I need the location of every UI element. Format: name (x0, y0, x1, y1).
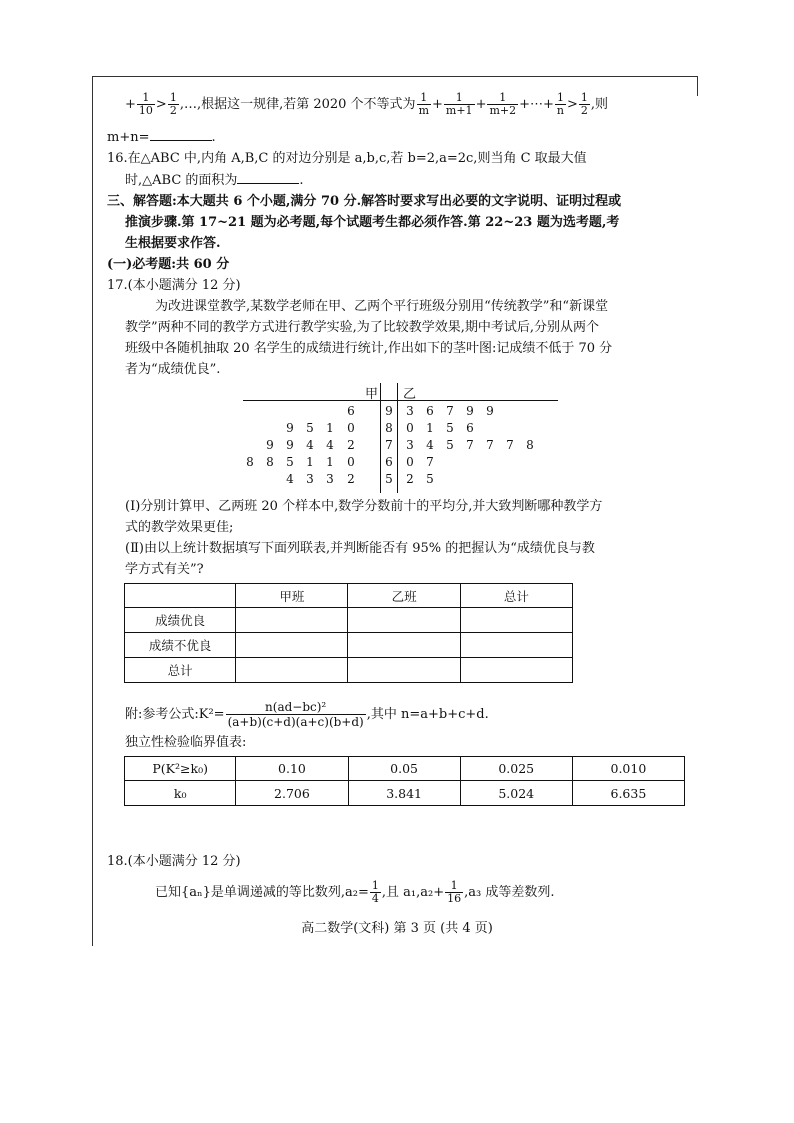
question-16-line2: 时,△ABC 的面积为 . (125, 173, 304, 188)
leaf-right: 3 (406, 438, 414, 452)
leaf-right: 4 (426, 438, 434, 452)
leaf-right: 8 (526, 438, 534, 452)
section-3-line2: 推演步骤.第 17~21 题为必考题,每个试题考生都必须作答.第 22~23 题为选考题,考 (125, 215, 620, 230)
table-row (125, 658, 573, 683)
part-2-question: (Ⅱ)由以上统计数据填写下面列联表,并判断能否有 95% 的把握认为“成绩优良与教 (125, 541, 595, 556)
leaf-right: 2 (406, 472, 414, 486)
leaf-right: 7 (446, 404, 454, 418)
leaf-right: 0 (406, 421, 414, 435)
question-16-line1: 16.在△ABC 中,内角 A,B,C 的对边分别是 a,b,c,若 b=2,a=2c,则当角 C 取最大值 (107, 151, 587, 166)
leaf-right: 3 (406, 404, 414, 418)
label-class-yi: 乙 (403, 387, 417, 402)
question-17-para: 为改进课堂教学,某数学老师在甲、乙两个平行班级分别用“传统教学”和“新课堂 (155, 299, 609, 314)
answer-blank[interactable] (237, 171, 299, 184)
question-18-text: 已知{aₙ}是单调递减的等比数列,a₂= $\frac{1}{4}$ ,且 a₁,a₂+ $\frac{1}{16}$ ,a₃ 成等差数列. (155, 879, 555, 905)
k-squared-fraction: $\frac{\text{n(ad−bc)²}}{(a+b)(c+d)(a+c)(b+d)}$ (227, 700, 364, 729)
inequality-text: ,…,根据这一规律,若第 2020 个不等式为 (179, 97, 416, 112)
label-class-jia: 甲 (365, 387, 379, 402)
leaf-right: 9 (466, 404, 474, 418)
leaf-right: 9 (486, 404, 494, 418)
leaf-left: 4 (286, 472, 294, 486)
part-1-question: (Ⅰ)分别计算甲、乙两班 20 个样本中,数学分数前十的平均分,并大致判断哪种教学方 (125, 499, 603, 514)
inequality-line: + $\frac{1}{10}$ > $\frac{1}{2}$ ,…,根据这一规律,若第 2020 个不等式为 $\frac{1}{m}$ + $\frac{1}{m+1}$ + $\frac{1}{m+2}$ +⋯+ $\frac{1}{n}$ > $\frac{1}{2}$ ,则 (125, 91, 609, 117)
table-cell-input[interactable] (236, 633, 348, 658)
question-18-title: 18.(本小题满分 12 分) (107, 854, 241, 869)
fraction-1-2: $\frac{1}{2}$ (169, 91, 177, 117)
leaf-left: 5 (286, 455, 294, 469)
stem-value: 8 (385, 421, 393, 435)
header-jia: 甲班 (236, 584, 348, 608)
fraction-1-m2: $\frac{1}{m+2}$ (489, 91, 517, 117)
leaf-left: 8 (246, 455, 254, 469)
table-cell-input[interactable] (460, 608, 572, 633)
header-yi: 乙班 (348, 584, 460, 608)
stem-leaf-row (243, 455, 558, 471)
table-cell-input[interactable] (348, 633, 460, 658)
critical-value-table (124, 756, 685, 806)
leaf-right: 7 (506, 438, 514, 452)
part-2-question-line2: 学方式有关”? (125, 562, 204, 577)
answer-line-15: m+n= . (107, 130, 216, 145)
leaf-left: 2 (347, 438, 355, 452)
table-cell-input[interactable] (348, 658, 460, 683)
table-cell-input[interactable] (460, 633, 572, 658)
table-cell-input[interactable] (236, 608, 348, 633)
table-row: P(K²≥k₀) 0.10 0.05 0.025 0.010 (125, 757, 685, 781)
table-header-row (125, 584, 573, 608)
row-label: k₀ (125, 781, 236, 806)
fraction-1-n: $\frac{1}{n}$ (556, 91, 565, 117)
leaf-right: 0 (406, 455, 414, 469)
fraction-1-m1: $\frac{1}{m+1}$ (445, 91, 473, 117)
leaf-right: 6 (466, 421, 474, 435)
leaf-left: 6 (347, 404, 355, 418)
leaf-left: 9 (266, 438, 274, 452)
fraction-1-10: $\frac{1}{10}$ (138, 91, 153, 117)
leaf-left: 9 (286, 438, 294, 452)
question-17-para: 班级中各随机抽取 20 名学生的成绩进行统计,作出如下的茎叶图:记成绩不低于 70 分 (125, 341, 613, 356)
leaf-left: 0 (347, 421, 355, 435)
answer-blank[interactable] (150, 128, 212, 141)
table-cell-input[interactable] (348, 608, 460, 633)
stem-value: 9 (385, 404, 393, 418)
page-frame-right (697, 76, 698, 96)
stem-leaf-header-rule (243, 400, 558, 401)
leaf-left: 0 (347, 455, 355, 469)
leaf-left: 3 (306, 472, 314, 486)
leaf-left: 3 (326, 472, 334, 486)
formula-line: 附:参考公式:K²= $\frac{\text{n(ad−bc)²}}{(a+b)(c+d)(a+c)(b+d)}$ ,其中 n=a+b+c+d. (125, 700, 489, 729)
fraction-1-16: $\frac{1}{16}$ (447, 879, 462, 905)
leaf-right: 7 (466, 438, 474, 452)
stem-value: 6 (385, 455, 393, 469)
leaf-right: 1 (426, 421, 434, 435)
stem-value: 5 (385, 472, 393, 486)
row-label: 成绩不优良 (125, 633, 236, 658)
row-label: 成绩优良 (125, 608, 236, 633)
stem-leaf-row (243, 472, 558, 488)
stem-leaf-plot (243, 383, 558, 493)
part-1-question-line2: 式的教学效果更佳; (125, 520, 234, 535)
header-total: 总计 (460, 584, 572, 608)
page-frame-top (92, 76, 698, 77)
contingency-table (124, 583, 573, 683)
leaf-left: 1 (326, 421, 334, 435)
page-footer: 高二数学(文科) 第 3 页 (共 4 页) (301, 921, 493, 936)
stem-leaf-row (243, 421, 558, 437)
fraction-1-2b: $\frac{1}{2}$ (580, 91, 588, 117)
fraction-1-m: $\frac{1}{m}$ (418, 91, 429, 117)
leaf-left: 9 (286, 421, 294, 435)
row-label: P(K²≥k₀) (125, 757, 236, 781)
leaf-right: 5 (446, 438, 454, 452)
plus-sign: + (125, 97, 136, 112)
table-row (125, 608, 573, 633)
question-17-para: 教学”两种不同的教学方式进行教学实验,为了比较教学效果,期中考试后,分别从两个 (125, 320, 600, 335)
stem-value: 7 (385, 438, 393, 452)
leaf-right: 5 (446, 421, 454, 435)
required-subheading: (一)必考题:共 60 分 (107, 257, 230, 272)
leaf-left: 2 (347, 472, 355, 486)
stem-leaf-row (243, 404, 558, 420)
stem-leaf-row (243, 438, 558, 454)
leaf-left: 4 (326, 438, 334, 452)
leaf-left: 5 (306, 421, 314, 435)
leaf-right: 6 (426, 404, 434, 418)
leaf-right: 5 (426, 472, 434, 486)
table-cell-input[interactable] (236, 658, 348, 683)
table-cell-input[interactable] (460, 658, 572, 683)
leaf-right: 7 (486, 438, 494, 452)
question-17-title: 17.(本小题满分 12 分) (107, 278, 241, 293)
question-17-para: 者为“成绩优良”. (125, 362, 221, 377)
leaf-left: 1 (326, 455, 334, 469)
critical-table-title: 独立性检验临界值表: (125, 735, 247, 750)
table-row (125, 633, 573, 658)
table-row: k₀ 2.706 3.841 5.024 6.635 (125, 781, 685, 806)
section-3-line3: 生根据要求作答. (125, 236, 221, 251)
section-3-heading: 三、解答题:本大题共 6 个小题,满分 70 分.解答时要求写出必要的文字说明、证明过程或 (107, 194, 622, 209)
gt-sign: > (155, 97, 167, 112)
page-frame-left (92, 76, 93, 946)
leaf-right: 7 (426, 455, 434, 469)
leaf-left: 1 (306, 455, 314, 469)
leaf-left: 8 (266, 455, 274, 469)
leaf-left: 4 (306, 438, 314, 452)
row-label: 总计 (125, 658, 236, 683)
fraction-1-4: $\frac{1}{4}$ (371, 879, 379, 905)
